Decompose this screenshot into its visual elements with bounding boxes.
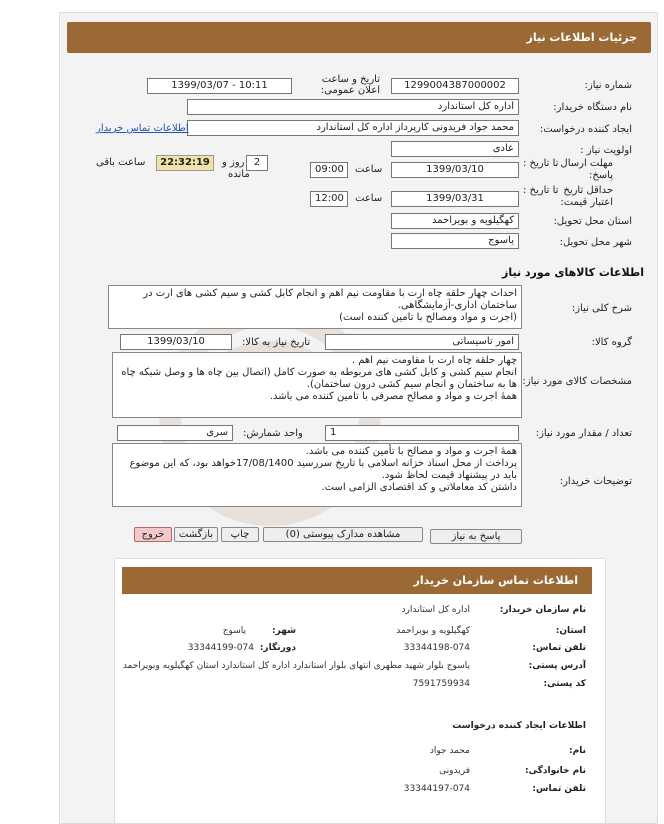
delivery-city-label: شهر محل تحویل:: [559, 237, 632, 248]
view-attachments-button[interactable]: مشاهده مدارک پیوستی (0): [263, 527, 423, 542]
priority-label: اولویت نیاز :: [580, 145, 632, 156]
send-deadline-time-field: 09:00: [310, 162, 348, 178]
contact-province-value: کهگیلویه و بویراحمد: [396, 626, 470, 636]
contact-city-label: شهر:: [272, 626, 296, 636]
delivery-city-field: یاسوج: [391, 233, 519, 249]
priority-field: عادی: [391, 141, 519, 157]
need-number-label: شماره نیاز:: [584, 80, 632, 91]
announce-datetime-field: 1399/03/07 - 10:11: [147, 78, 292, 94]
back-button[interactable]: بازگشت: [174, 527, 218, 542]
creator-name-value: محمد جواد: [429, 746, 470, 756]
contact-address-label: آدرس پستی:: [528, 661, 586, 671]
contact-province-label: استان:: [555, 626, 586, 636]
contact-city-value: یاسوج: [222, 626, 246, 636]
announce-datetime-label: تاریخ و ساعت اعلان عمومی:: [320, 74, 380, 96]
send-deadline-to-date-label: تا تاریخ :: [523, 158, 559, 169]
contact-org-value: اداره کل استاندارد: [401, 605, 470, 615]
quantity-field: 1: [325, 425, 519, 441]
remaining-days-field: 2: [246, 155, 268, 171]
remaining-hours-label: ساعت باقی: [96, 157, 146, 168]
need-date-label: تاریخ نیاز به کالا:: [242, 337, 311, 348]
quantity-label: تعداد / مقدار مورد نیاز:: [535, 428, 632, 439]
unit-field: سری: [117, 425, 233, 441]
price-validity-time-field: 12:00: [310, 191, 348, 207]
price-validity-time-label: ساعت: [355, 193, 383, 204]
print-button[interactable]: چاپ: [221, 527, 259, 542]
exit-button[interactable]: خروج: [134, 527, 172, 542]
price-validity-label: حداقل تاریخ اعتبار قیمت:: [560, 185, 613, 208]
send-deadline-time-label: ساعت: [355, 164, 383, 175]
creator-phone-value: 33344197-074: [403, 784, 470, 794]
goods-summary-textarea: احداث چهار حلقه چاه ارت با مقاومت نیم اهم و انجام کابل کشی و سیم کشی های ارت در ساختمان اداری-آزمایشگاهی. (اجرت و مواد ومصالح با تامین کننده است): [108, 285, 522, 329]
send-deadline-date-field: 1399/03/10: [391, 162, 519, 178]
delivery-province-field: کهگیلویه و بویراحمد: [391, 213, 519, 229]
reply-to-need-button[interactable]: پاسخ به نیاز: [430, 529, 522, 544]
contact-phone-label: تلفن تماس:: [532, 643, 586, 653]
goods-spec-textarea: چهار حلقه چاه ارت با مقاومت نیم اهم . انجام سیم کشی و کابل کشی های مربوطه به صورت کامل (اتصال بین چاه ها و وصل شبکه چاه ها به ساختمان و انجام سیم کشی درون ساختمان). همهٔ اجرت و مواد و مصالح مصرفی با تامین کننده می باشد.: [112, 352, 522, 418]
remaining-suffix-label: مانده: [228, 169, 250, 180]
remaining-days-label: روز و: [222, 157, 245, 168]
requester-label: ایجاد کننده درخواست:: [539, 124, 632, 135]
goods-spec-label: مشخصات کالای مورد نیاز:: [522, 376, 632, 387]
creator-family-value: فریدونی: [439, 766, 470, 776]
price-validity-date-field: 1399/03/31: [391, 191, 519, 207]
goods-summary-label: شرح کلی نیاز:: [571, 303, 632, 314]
creator-family-label: نام خانوادگی:: [524, 766, 586, 776]
contact-fax-label: دورنگار:: [259, 643, 296, 653]
goods-group-field: امور تاسیساتی: [325, 334, 519, 350]
contact-org-label: نام سازمان خریدار:: [499, 605, 586, 615]
contact-postal-value: 7591759934: [412, 679, 470, 689]
contact-header: [122, 567, 592, 594]
goods-group-label: گروه کالا:: [591, 337, 632, 348]
buyer-notes-label: توضیحات خریدار:: [559, 476, 632, 487]
contact-phone-value: 33344198-074: [403, 643, 470, 653]
remaining-countdown: 22:32:19: [156, 155, 214, 171]
goods-section-title: اطلاعات کالاهای مورد نیاز: [502, 266, 644, 279]
buyer-contact-link[interactable]: اطلاعات تماس خریدار: [96, 123, 189, 134]
need-number-field: 1299004387000002: [391, 78, 519, 94]
send-deadline-label: مهلت ارسال پاسخ:: [560, 158, 613, 181]
creator-phone-label: تلفن تماس:: [532, 784, 586, 794]
contact-postal-label: کد پستی:: [543, 679, 586, 689]
need-date-field: 1399/03/10: [120, 334, 232, 350]
requester-field: محمد جواد فریدونی کارپرداز اداره کل استاندارد: [187, 120, 519, 136]
contact-title: اطلاعات تماس سازمان خریدار: [413, 574, 578, 587]
buyer-org-label: نام دستگاه خریدار:: [553, 102, 632, 113]
buyer-notes-textarea: همهٔ اجرت و مواد و مصالح با تأمین کننده می باشد. پرداخت از محل اسناد خزانه اسلامی با تاریخ سررسید 17/08/1400خواهد بود، که این موضوع باید در پیشنهاد قیمت لحاظ شود. داشتن کد معاملاتی و کد اقتصادی الزامی است.: [112, 443, 522, 507]
price-validity-to-date-label: تا تاریخ :: [523, 185, 559, 196]
delivery-province-label: استان محل تحویل:: [553, 216, 632, 227]
page-title: جزئیات اطلاعات نیاز: [526, 31, 637, 44]
creator-name-label: نام:: [569, 746, 586, 756]
contact-fax-value: 33344199-074: [187, 643, 254, 653]
creator-section-title: اطلاعات ایجاد کننده درخواست: [452, 721, 586, 731]
buyer-org-field: اداره کل استاندارد: [187, 99, 519, 115]
contact-address-value: یاسوج بلوار شهید مطهری انتهای بلوار استاندارد اداره کل استاندارد استان کهگیلویه وبویراحمد: [122, 661, 470, 671]
unit-label: واحد شمارش:: [243, 428, 303, 439]
page-header: [67, 22, 651, 53]
